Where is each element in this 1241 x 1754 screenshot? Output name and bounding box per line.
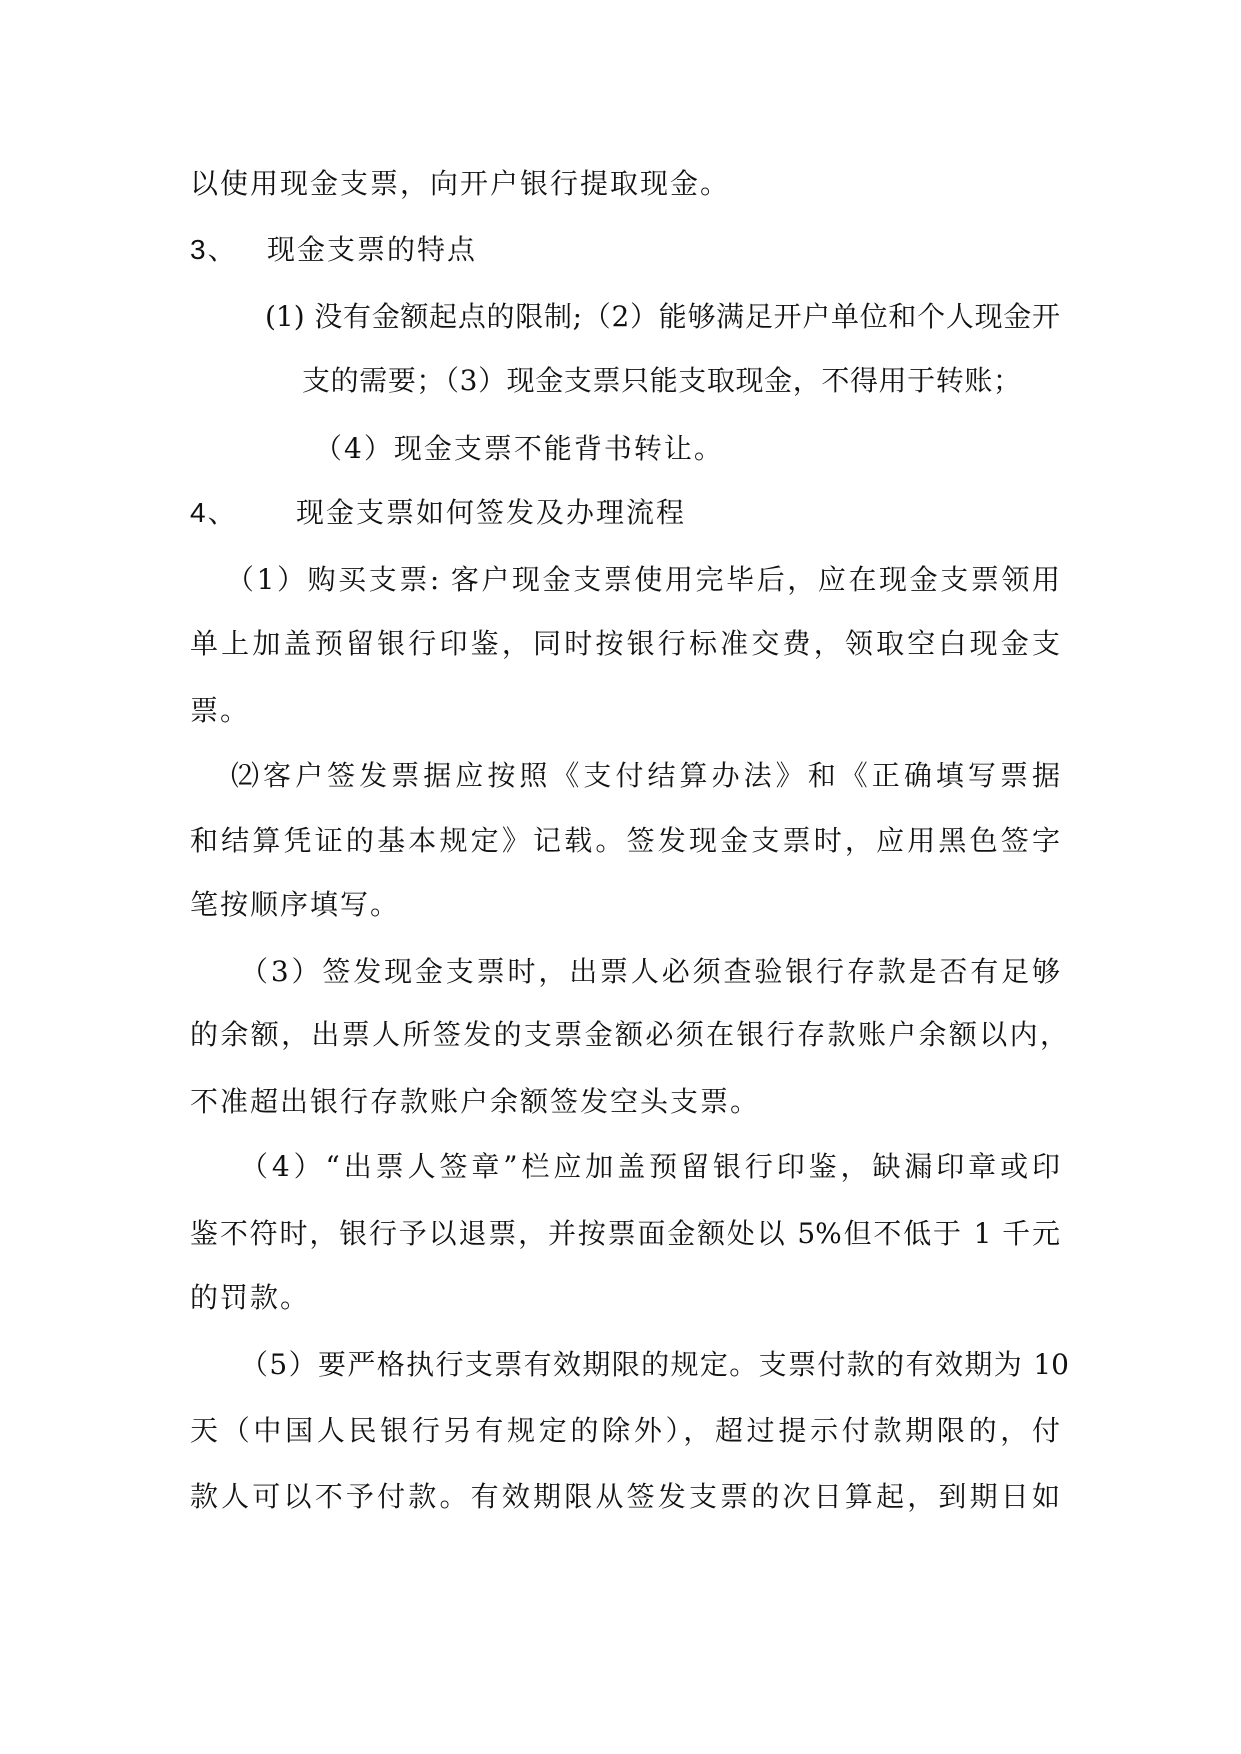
paragraph-line: （5）要严格执行支票有效期限的规定。支票付款的有效期为 10 (240, 1348, 1069, 1381)
paragraph-line: （4）“出票人签章”栏应加盖预留银行印鉴，缺漏印章或印 (240, 1150, 1060, 1183)
section-number: 4、 (190, 497, 238, 528)
section-heading: 现金支票如何签发及办理流程 (296, 496, 687, 529)
paragraph-line: 款人可以不予付款。有效期限从签发支票的次日算起，到期日如 (190, 1480, 1060, 1513)
list-line: (1) 没有金额起点的限制;（2）能够满足开户单位和个人现金开 (265, 300, 1060, 333)
paragraph-line: 笔按顺序填写。 (190, 888, 401, 921)
paragraph-line: 票。 (190, 694, 251, 727)
paragraph-line: 的余额，出票人所签发的支票金额必须在银行存款账户余额以内， (190, 1018, 1068, 1051)
paragraph-line: 的罚款。 (190, 1281, 311, 1314)
paragraph-line: （1）购买支票: 客户现金支票使用完毕后，应在现金支票领用 (226, 563, 1060, 596)
continuation-line: 以使用现金支票，向开户银行提取现金。 (190, 167, 731, 200)
section-heading: 现金支票的特点 (267, 233, 478, 266)
list-line: 支的需要；（3）现金支票只能支取现金，不得用于转账； (302, 364, 1021, 397)
paragraph-line: 鉴不符时，银行予以退票，并按票面金额处以 5%但不低于 1 千元 (190, 1217, 1060, 1250)
paragraph-line: 不准超出银行存款账户余额签发空头支票。 (190, 1085, 761, 1118)
paragraph-line: ⑵客户签发票据应按照《支付结算办法》和《正确填写票据 (231, 759, 1060, 792)
paragraph-line: 天（中国人民银行另有规定的除外），超过提示付款期限的，付 (190, 1414, 1060, 1447)
list-line: （4）现金支票不能背书转让。 (314, 432, 724, 465)
section-number: 3、 (190, 234, 238, 265)
paragraph-line: 单上加盖预留银行印鉴，同时按银行标准交费，领取空白现金支 (190, 627, 1060, 660)
paragraph-line: （3）签发现金支票时，出票人必须查验银行存款是否有足够 (240, 955, 1060, 988)
paragraph-line: 和结算凭证的基本规定》记载。签发现金支票时，应用黑色签字 (190, 824, 1060, 857)
